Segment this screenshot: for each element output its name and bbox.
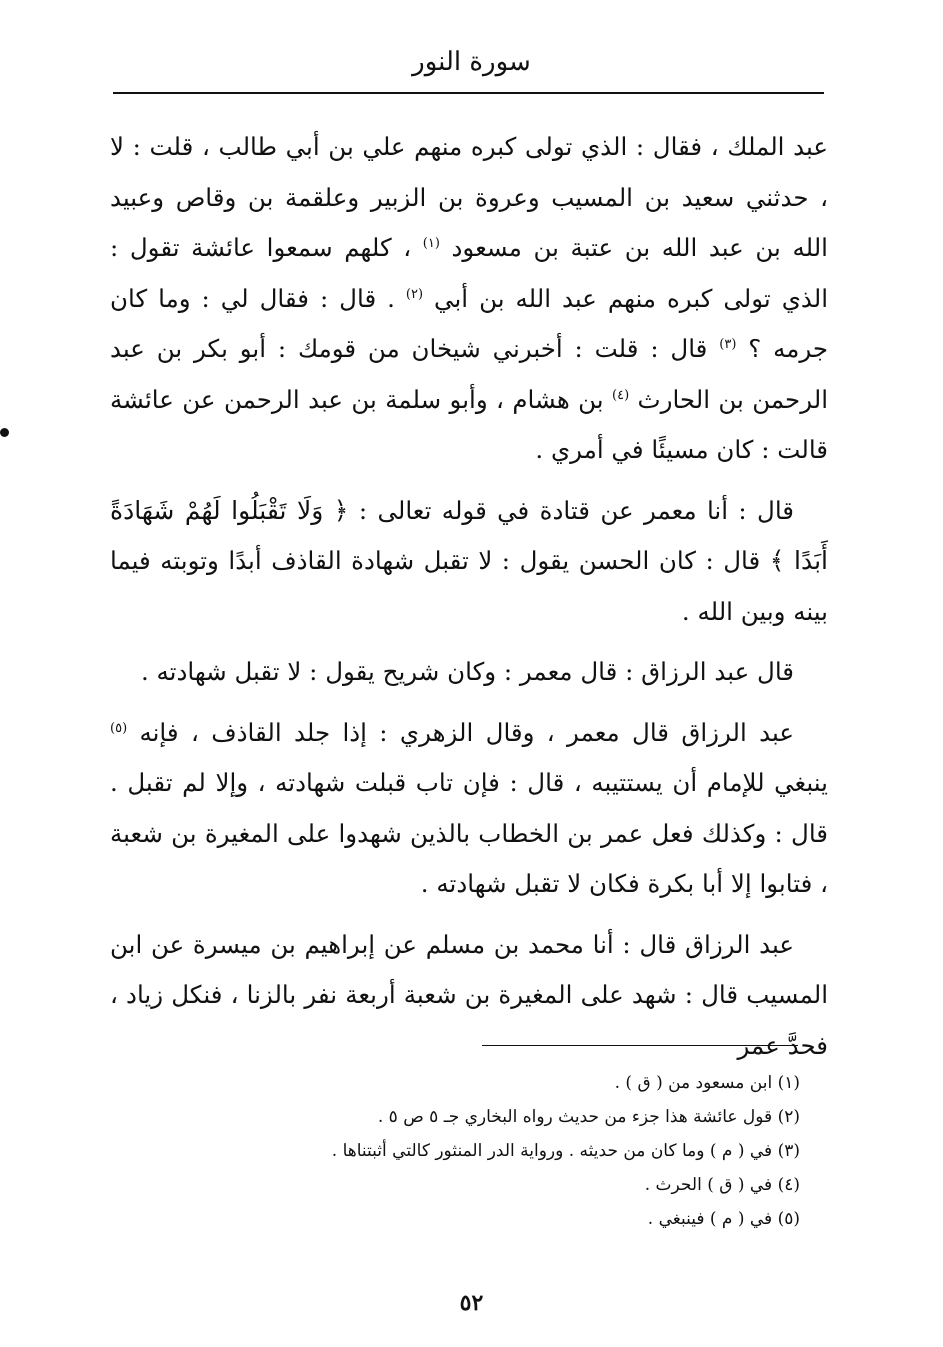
paragraph-3-text: قال عبد الرزاق : قال معمر : وكان شريح يقول : لا تقبل شهادته . (140, 657, 794, 686)
footnote-divider (482, 1045, 798, 1046)
paragraph-3 (110, 647, 828, 698)
main-text (110, 122, 828, 1071)
paragraph-4 (110, 708, 828, 910)
footnote-5: (٥) في ( م ) فينبغي . (647, 1209, 800, 1229)
footnote-4: (٤) في ( ق ) الحرث . (644, 1175, 800, 1195)
footnote-ref-4: (٤) (612, 387, 630, 403)
footnote-2: (٢) قول عائشة هذا جزء من حديث رواه البخاري جـ ٥ ص ٥ . (377, 1107, 800, 1127)
paragraph-2-text-2: قال : كان الحسن يقول : لا تقبل شهادة القاذف أبدًا وتوبته فيما بينه وبين الله . (110, 546, 828, 626)
header-divider (113, 92, 824, 94)
paragraph-1 (110, 122, 828, 476)
running-header-title: سورة النور (412, 47, 531, 77)
paragraph-1-text-2: ، كلهم سمعوا عائشة تقول : الذي تولى كبره منهم عبد الله بن أبي (110, 233, 829, 313)
footnote-3: (٣) في ( م ) وما كان من حديثه . ورواية الدر المنثور كالتي أثبتناها . (331, 1141, 800, 1161)
quran-verse: ﴿ وَلَا تَقْبَلُوا لَهُمْ شَهَادَةً أَبَدًا ﴾ (110, 495, 828, 575)
paragraph-1-text: عبد الملك ، فقال : الذي تولى كبره منهم علي بن أبي طالب ، قلت : لا ، حدثني سعيد بن المسيب وعروة بن الزبير وعلقمة بن وقاص وعبيد الله بن عبد الله بن عتبة بن مسعود (110, 132, 828, 262)
paragraph-5 (110, 920, 828, 1072)
footnote-1: (١) ابن مسعود من ( ق ) . (614, 1073, 800, 1093)
footnote-ref-2: (٢) (405, 286, 424, 302)
paragraph-4-text: عبد الرزاق قال معمر ، وقال الزهري : إذا جلد القاذف ، فإنه (127, 717, 794, 747)
paragraph-1-text-4: قال : قلت : أخبرني شيخان من قومك : أبو بكر بن عبد الرحمن بن الحارث (110, 334, 828, 414)
margin-mark (0, 428, 9, 437)
paragraph-2 (110, 486, 828, 638)
paragraph-1-text-5: بن هشام ، وأبو سلمة بن عبد الرحمن عن عائشة قالت : كان مسيئًا في أمري . (110, 384, 828, 464)
paragraph-4-text-2: ينبغي للإمام أن يستتيبه ، قال : فإن تاب قبلت شهادته ، وإلا لم تقبل . قال : وكذلك فعل عمر بن الخطاب بالذين شهدوا على المغيرة بن شعبة ، فتابوا إلا أبا بكرة فكان لا تقبل شهادته . (110, 768, 828, 898)
page-number: ٥٢ (459, 1290, 484, 1316)
paragraph-5-text: عبد الرزاق قال : أنا محمد بن مسلم عن إبراهيم بن ميسرة عن ابن المسيب قال : شهد على المغيرة بن شعبة أربعة نفر بالزنا ، فنكل زياد ، فحدَّ عمر (110, 929, 828, 1060)
paragraph-2-text: قال : أنا معمر عن قتادة في قوله تعالى : (348, 495, 794, 525)
paragraph-1-text-3: . قال : فقال لي : وما كان جرمه ؟ (110, 283, 828, 363)
footnote-ref-3: (٣) (719, 336, 737, 352)
footnote-ref-1: (١) (422, 235, 440, 251)
footnote-ref-5: (٥) (110, 720, 128, 736)
footnotes (200, 1066, 800, 1236)
